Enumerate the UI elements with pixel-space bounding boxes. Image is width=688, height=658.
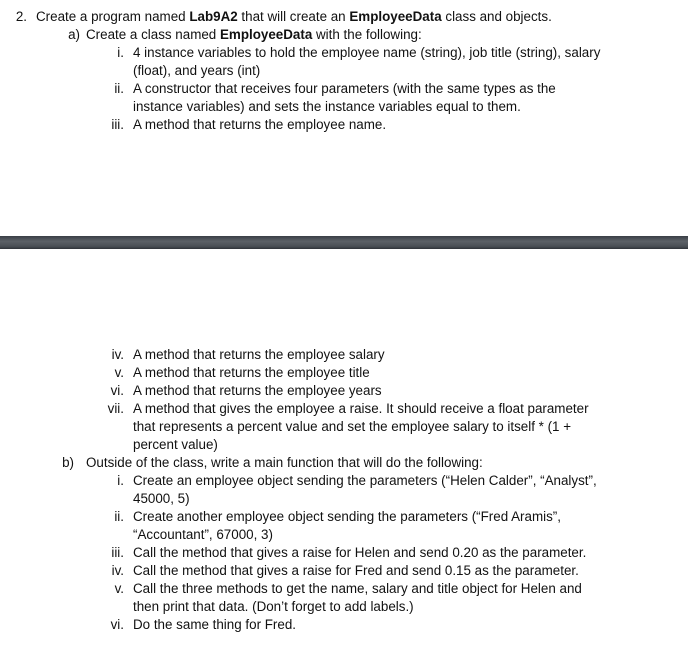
list-item-text: percent value): [133, 437, 218, 452]
list-item-number: v.: [114, 581, 124, 596]
list-item-text: A method that returns the employee title: [133, 365, 370, 380]
question-intro: Create a program named Lab9A2 that will create an EmployeeData class and objects.: [36, 9, 552, 24]
list-item-text: Create another employee object sending the parameters (“Fred Aramis”,: [133, 509, 561, 524]
list-item-number: i.: [117, 473, 124, 488]
list-item-text: instance variables) and sets the instance variables equal to them.: [133, 99, 521, 114]
list-item-number: ii.: [114, 509, 124, 524]
list-item-text: Do the same thing for Fred.: [133, 617, 296, 632]
list-item-number: vii.: [107, 401, 124, 416]
list-item-number: v.: [114, 365, 124, 380]
list-item-text: Create an employee object sending the parameters (“Helen Calder”, “Analyst”,: [133, 473, 597, 488]
part-b-label: b): [62, 455, 74, 470]
list-item-number: ii.: [114, 81, 124, 96]
list-item-text: A method that returns the employee name.: [133, 117, 387, 132]
list-item-number: iii.: [111, 117, 124, 132]
list-item-number: iv.: [111, 347, 124, 362]
part-b-intro: Outside of the class, write a main function that will do the following:: [86, 455, 483, 470]
list-item-text: A constructor that receives four parameters (with the same types as the: [133, 81, 556, 96]
list-item-text: Call the method that gives a raise for Fred and send 0.15 as the parameter.: [133, 563, 579, 578]
list-item-text: that represents a percent value and set the employee salary to itself * (1 +: [133, 419, 572, 434]
list-item-text: Call the three methods to get the name, salary and title object for Helen and: [133, 581, 582, 596]
list-item-text: A method that returns the employee salary: [133, 347, 385, 362]
list-item-number: vi.: [110, 383, 124, 398]
question-number: 2.: [15, 9, 27, 24]
part-a-label: a): [68, 27, 80, 42]
list-item-text: Call the method that gives a raise for Helen and send 0.20 as the parameter.: [133, 545, 587, 560]
list-item-number: iv.: [111, 563, 124, 578]
list-item-text: then print that data. (Don’t forget to add labels.): [133, 599, 414, 614]
list-item-text: 45000, 5): [133, 491, 190, 506]
list-item-text: “Accountant”, 67000, 3): [133, 527, 273, 542]
list-item-text: A method that returns the employee years: [133, 383, 382, 398]
list-item-text: A method that gives the employee a raise. It should receive a float parameter: [133, 401, 589, 416]
list-item-number: vi.: [110, 617, 124, 632]
list-item-text: 4 instance variables to hold the employee name (string), job title (string), salary: [133, 45, 601, 60]
part-a-intro: Create a class named EmployeeData with the following:: [86, 27, 422, 42]
list-item-number: iii.: [111, 545, 124, 560]
list-item-number: i.: [117, 45, 124, 60]
list-item-text: (float), and years (int): [133, 63, 261, 78]
